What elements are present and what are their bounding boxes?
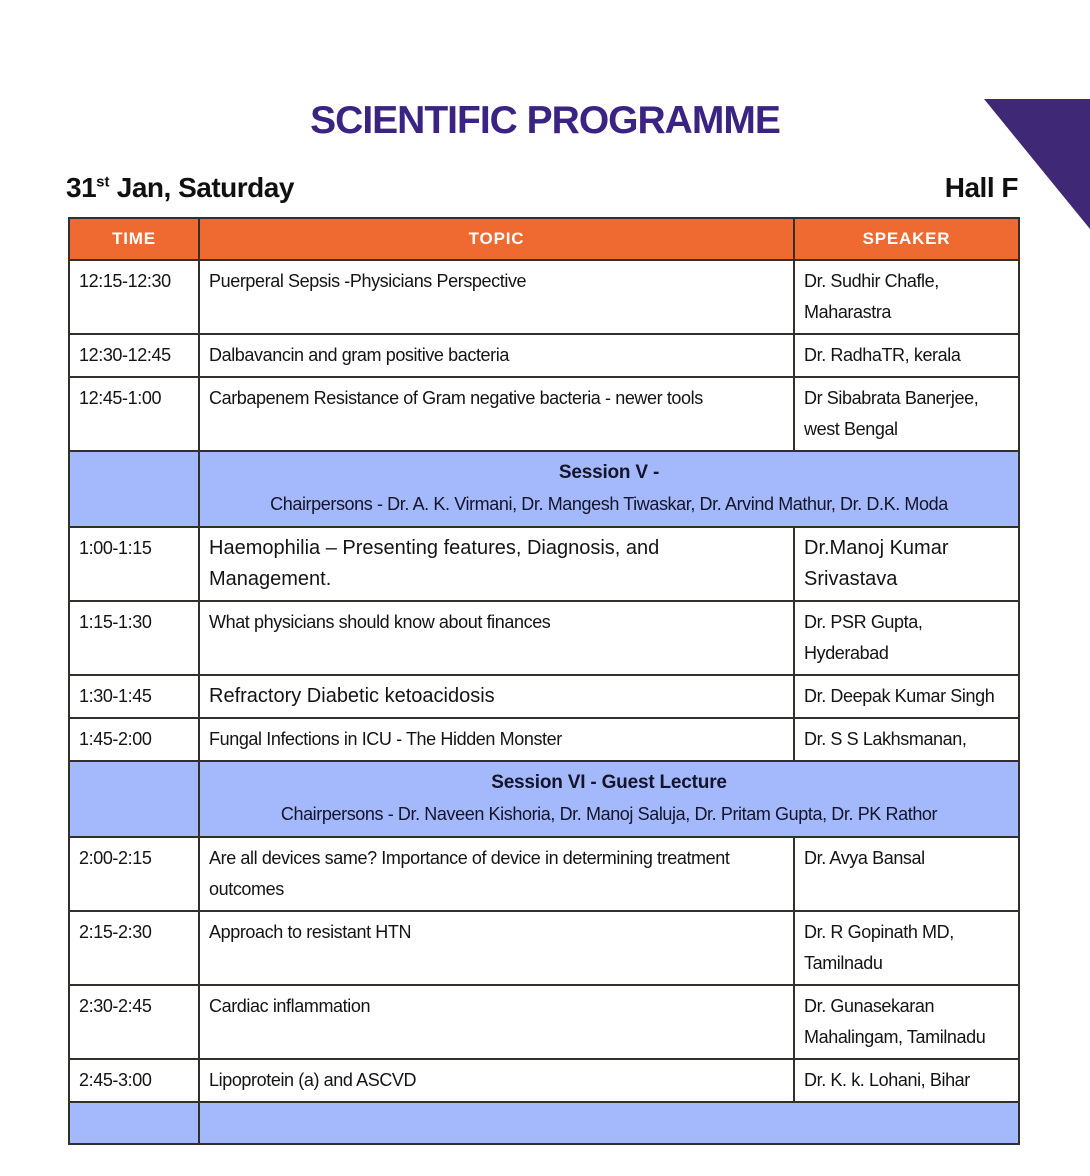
programme-table-body — [69, 260, 1019, 1144]
table-row — [69, 527, 1019, 601]
date-heading — [66, 172, 294, 204]
programme-table — [68, 217, 1020, 1145]
speaker-cell: Dr. Gunasekaran Mahalingam, Tamilnadu — [794, 985, 1019, 1059]
session-title: Session VI - Guest Lecture — [491, 772, 727, 793]
topic-cell: What physicians should know about finances — [199, 601, 794, 675]
topic-cell: Dalbavancin and gram positive bacteria — [199, 334, 794, 377]
session-info-cell — [199, 451, 1019, 527]
topic-cell: Fungal Infections in ICU - The Hidden Monster — [199, 718, 794, 761]
hall-heading: Hall F — [944, 172, 1018, 203]
topic-cell: Carbapenem Resistance of Gram negative bacteria - newer tools — [199, 377, 794, 451]
time-cell: 2:30-2:45 — [69, 985, 199, 1059]
time-cell: 1:15-1:30 — [69, 601, 199, 675]
time-cell: 2:45-3:00 — [69, 1059, 199, 1102]
column-header-speaker: SPEAKER — [794, 218, 1019, 260]
session-divider-row — [69, 451, 1019, 527]
date-hall-row — [66, 172, 1018, 204]
session-title: Session V - — [558, 462, 660, 483]
corner-triangle-decoration — [984, 99, 1090, 229]
table-row — [69, 260, 1019, 334]
table-row — [69, 334, 1019, 377]
column-header-time: TIME — [69, 218, 199, 260]
speaker-cell: Dr. Deepak Kumar Singh — [794, 675, 1019, 718]
topic-cell: Lipoprotein (a) and ASCVD — [199, 1059, 794, 1102]
speaker-cell: Dr. RadhaTR, kerala — [794, 334, 1019, 377]
session-time-cell — [69, 451, 199, 527]
session-info-cell — [199, 1102, 1019, 1144]
table-row — [69, 601, 1019, 675]
column-header-topic: TOPIC — [199, 218, 794, 260]
speaker-cell: Dr. Sudhir Chafle, Maharastra — [794, 260, 1019, 334]
topic-cell: Haemophilia – Presenting features, Diagnosis, and Management. — [199, 527, 794, 601]
time-cell: 2:15-2:30 — [69, 911, 199, 985]
speaker-cell: Dr. Avya Bansal — [794, 837, 1019, 911]
time-cell: 2:00-2:15 — [69, 837, 199, 911]
table-row — [69, 1059, 1019, 1102]
header-row — [69, 218, 1019, 260]
time-cell: 12:45-1:00 — [69, 377, 199, 451]
session-chairpersons: Chairpersons - Dr. A. K. Virmani, Dr. Mangesh Tiwaskar, Dr. Arvind Mathur, Dr. D.K. Moda — [270, 494, 948, 514]
time-cell: 1:30-1:45 — [69, 675, 199, 718]
date-day: 31 — [66, 172, 97, 203]
session-time-cell — [69, 761, 199, 837]
session-time-cell — [69, 1102, 199, 1144]
speaker-cell: Dr. K. k. Lohani, Bihar — [794, 1059, 1019, 1102]
table-row — [69, 911, 1019, 985]
session-divider-row — [69, 761, 1019, 837]
time-cell: 12:30-12:45 — [69, 334, 199, 377]
topic-cell: Refractory Diabetic ketoacidosis — [199, 675, 794, 718]
page-title: SCIENTIFIC PROGRAMME — [310, 99, 780, 142]
table-header — [69, 218, 1019, 260]
time-cell: 12:15-12:30 — [69, 260, 199, 334]
speaker-cell: Dr Sibabrata Banerjee, west Bengal — [794, 377, 1019, 451]
speaker-cell: Dr.Manoj Kumar Srivastava — [794, 527, 1019, 601]
table-row — [69, 837, 1019, 911]
topic-cell: Are all devices same? Importance of device in determining treatment outcomes — [199, 837, 794, 911]
time-cell: 1:00-1:15 — [69, 527, 199, 601]
table-row — [69, 377, 1019, 451]
date-ordinal-suffix: st — [96, 173, 110, 191]
time-cell: 1:45-2:00 — [69, 718, 199, 761]
session-divider-row-partial — [69, 1102, 1019, 1144]
topic-cell: Cardiac inflammation — [199, 985, 794, 1059]
speaker-cell: Dr. R Gopinath MD, Tamilnadu — [794, 911, 1019, 985]
topic-cell: Puerperal Sepsis -Physicians Perspective — [199, 260, 794, 334]
speaker-cell: Dr. S S Lakhsmanan, — [794, 718, 1019, 761]
topic-cell: Approach to resistant HTN — [199, 911, 794, 985]
table-row — [69, 675, 1019, 718]
speaker-cell: Dr. PSR Gupta, Hyderabad — [794, 601, 1019, 675]
table-row — [69, 985, 1019, 1059]
table-row — [69, 718, 1019, 761]
session-chairpersons: Chairpersons - Dr. Naveen Kishoria, Dr. Manoj Saluja, Dr. Pritam Gupta, Dr. PK Rathor — [280, 804, 938, 824]
date-rest: Jan, Saturday — [109, 172, 294, 203]
session-info-cell — [199, 761, 1019, 837]
